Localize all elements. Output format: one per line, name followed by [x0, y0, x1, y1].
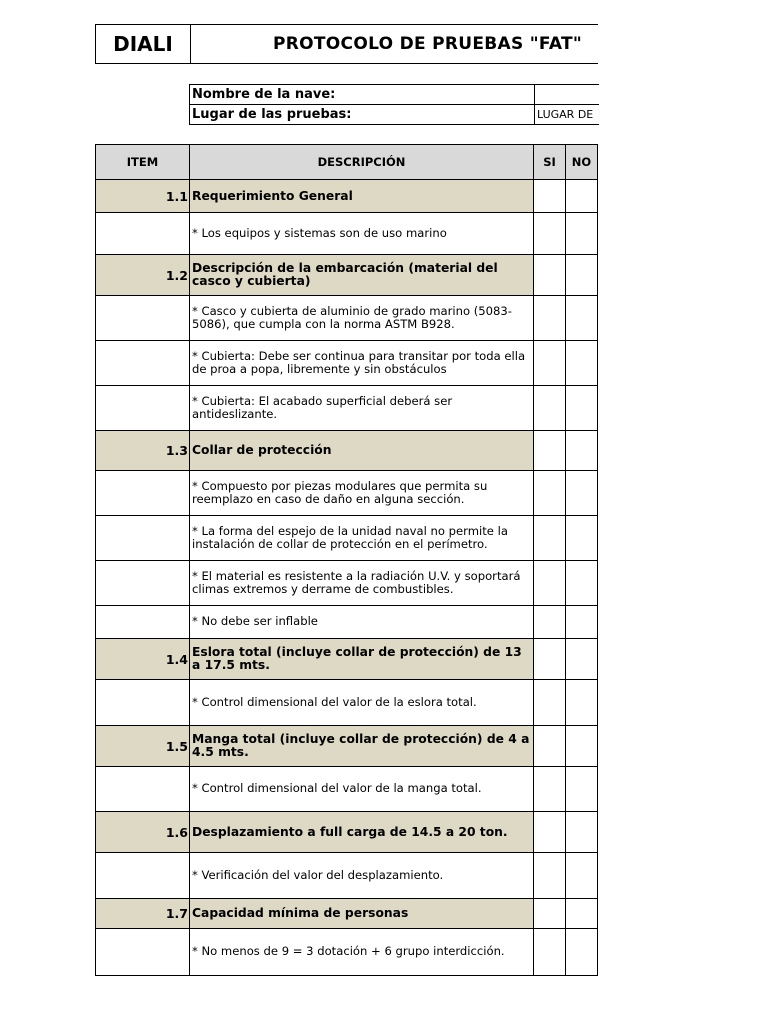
table-row — [96, 680, 598, 726]
si-checkbox-cell[interactable] — [534, 431, 566, 471]
section-row — [96, 180, 598, 213]
table-header-row — [96, 145, 598, 180]
si-checkbox-cell[interactable] — [534, 341, 566, 386]
item-number — [96, 516, 190, 561]
section-title: Eslora total (incluye collar de protección) de 13 a 17.5 mts. — [190, 639, 534, 680]
item-number: 1.3 — [96, 431, 190, 471]
section-row — [96, 431, 598, 471]
table-row — [96, 767, 598, 812]
checklist-table — [95, 144, 598, 976]
place-value[interactable]: LUGAR DE — [535, 105, 600, 125]
si-checkbox-cell[interactable] — [534, 213, 566, 255]
no-checkbox-cell[interactable] — [566, 471, 598, 516]
item-number: 1.7 — [96, 899, 190, 929]
si-checkbox-cell[interactable] — [534, 516, 566, 561]
section-title: Capacidad mínima de personas — [190, 899, 534, 929]
col-desc-header: DESCRIPCIÓN — [190, 145, 534, 180]
si-checkbox-cell[interactable] — [534, 929, 566, 976]
col-item-header: ITEM — [96, 145, 190, 180]
si-checkbox-cell[interactable] — [534, 255, 566, 296]
no-checkbox-cell[interactable] — [566, 341, 598, 386]
no-checkbox-cell[interactable] — [566, 516, 598, 561]
no-checkbox-cell[interactable] — [566, 767, 598, 812]
si-checkbox-cell[interactable] — [534, 899, 566, 929]
document-header — [95, 24, 598, 64]
item-number — [96, 471, 190, 516]
no-checkbox-cell[interactable] — [566, 929, 598, 976]
item-number — [96, 606, 190, 639]
ship-value[interactable] — [535, 85, 600, 105]
item-number: 1.6 — [96, 812, 190, 853]
si-checkbox-cell[interactable] — [534, 471, 566, 516]
no-checkbox-cell[interactable] — [566, 726, 598, 767]
si-checkbox-cell[interactable] — [534, 606, 566, 639]
no-checkbox-cell[interactable] — [566, 386, 598, 431]
section-row — [96, 726, 598, 767]
item-number — [96, 853, 190, 899]
no-checkbox-cell[interactable] — [566, 213, 598, 255]
requirement-text: * Compuesto por piezas modulares que permita su reemplazo en caso de daño en alguna sección. — [190, 471, 534, 516]
item-number — [96, 296, 190, 341]
section-title: Manga total (incluye collar de protección) de 4 a 4.5 mts. — [190, 726, 534, 767]
section-title: Collar de protección — [190, 431, 534, 471]
table-row — [96, 853, 598, 899]
requirement-text: * No menos de 9 = 3 dotación + 6 grupo interdicción. — [190, 929, 534, 976]
si-checkbox-cell[interactable] — [534, 680, 566, 726]
table-row — [96, 471, 598, 516]
no-checkbox-cell[interactable] — [566, 853, 598, 899]
si-checkbox-cell[interactable] — [534, 726, 566, 767]
document-title: PROTOCOLO DE PRUEBAS "FAT" — [273, 34, 583, 54]
item-number: 1.4 — [96, 639, 190, 680]
requirement-text: * El material es resistente a la radiación U.V. y soportará climas extremos y derrame de combustibles. — [190, 561, 534, 606]
requirement-text: * Control dimensional del valor de la manga total. — [190, 767, 534, 812]
table-row — [96, 516, 598, 561]
no-checkbox-cell[interactable] — [566, 431, 598, 471]
si-checkbox-cell[interactable] — [534, 812, 566, 853]
company-logo: DIALI — [96, 25, 191, 63]
table-row — [96, 213, 598, 255]
item-number — [96, 213, 190, 255]
place-label: Lugar de las pruebas: — [190, 105, 535, 125]
table-row — [96, 929, 598, 976]
si-checkbox-cell[interactable] — [534, 180, 566, 213]
requirement-text: * Los equipos y sistemas son de uso marino — [190, 213, 534, 255]
section-row — [96, 899, 598, 929]
item-number — [96, 386, 190, 431]
requirement-text: * No debe ser inflable — [190, 606, 534, 639]
table-row — [96, 606, 598, 639]
no-checkbox-cell[interactable] — [566, 296, 598, 341]
col-si-header: SI — [534, 145, 566, 180]
table-row — [96, 296, 598, 341]
requirement-text: * Verificación del valor del desplazamiento. — [190, 853, 534, 899]
item-number: 1.1 — [96, 180, 190, 213]
si-checkbox-cell[interactable] — [534, 853, 566, 899]
requirement-text: * Control dimensional del valor de la eslora total. — [190, 680, 534, 726]
info-table — [189, 84, 599, 125]
item-number — [96, 561, 190, 606]
section-row — [96, 639, 598, 680]
table-row — [96, 386, 598, 431]
no-checkbox-cell[interactable] — [566, 180, 598, 213]
no-checkbox-cell[interactable] — [566, 561, 598, 606]
section-title: Descripción de la embarcación (material del casco y cubierta) — [190, 255, 534, 296]
item-number — [96, 929, 190, 976]
item-number: 1.5 — [96, 726, 190, 767]
table-row — [96, 341, 598, 386]
item-number — [96, 341, 190, 386]
section-title: Requerimiento General — [190, 180, 534, 213]
si-checkbox-cell[interactable] — [534, 561, 566, 606]
si-checkbox-cell[interactable] — [534, 767, 566, 812]
no-checkbox-cell[interactable] — [566, 255, 598, 296]
section-row — [96, 812, 598, 853]
no-checkbox-cell[interactable] — [566, 680, 598, 726]
item-number — [96, 767, 190, 812]
item-number — [96, 680, 190, 726]
no-checkbox-cell[interactable] — [566, 899, 598, 929]
table-row — [96, 561, 598, 606]
requirement-text: * Cubierta: El acabado superficial deberá ser antideslizante. — [190, 386, 534, 431]
no-checkbox-cell[interactable] — [566, 606, 598, 639]
info-row-place — [190, 105, 600, 125]
section-row — [96, 255, 598, 296]
ship-label: Nombre de la nave: — [190, 85, 535, 105]
col-no-header: NO — [566, 145, 598, 180]
no-checkbox-cell[interactable] — [566, 639, 598, 680]
no-checkbox-cell[interactable] — [566, 812, 598, 853]
info-row-ship — [190, 85, 600, 105]
si-checkbox-cell[interactable] — [534, 386, 566, 431]
requirement-text: * La forma del espejo de la unidad naval no permite la instalación de collar de protección en el perímetro. — [190, 516, 534, 561]
si-checkbox-cell[interactable] — [534, 639, 566, 680]
item-number: 1.2 — [96, 255, 190, 296]
requirement-text: * Cubierta: Debe ser continua para transitar por toda ella de proa a popa, libremente y sin obstáculos — [190, 341, 534, 386]
section-title: Desplazamiento a full carga de 14.5 a 20 ton. — [190, 812, 534, 853]
si-checkbox-cell[interactable] — [534, 296, 566, 341]
requirement-text: * Casco y cubierta de aluminio de grado marino (5083-5086), que cumpla con la norma ASTM B928. — [190, 296, 534, 341]
